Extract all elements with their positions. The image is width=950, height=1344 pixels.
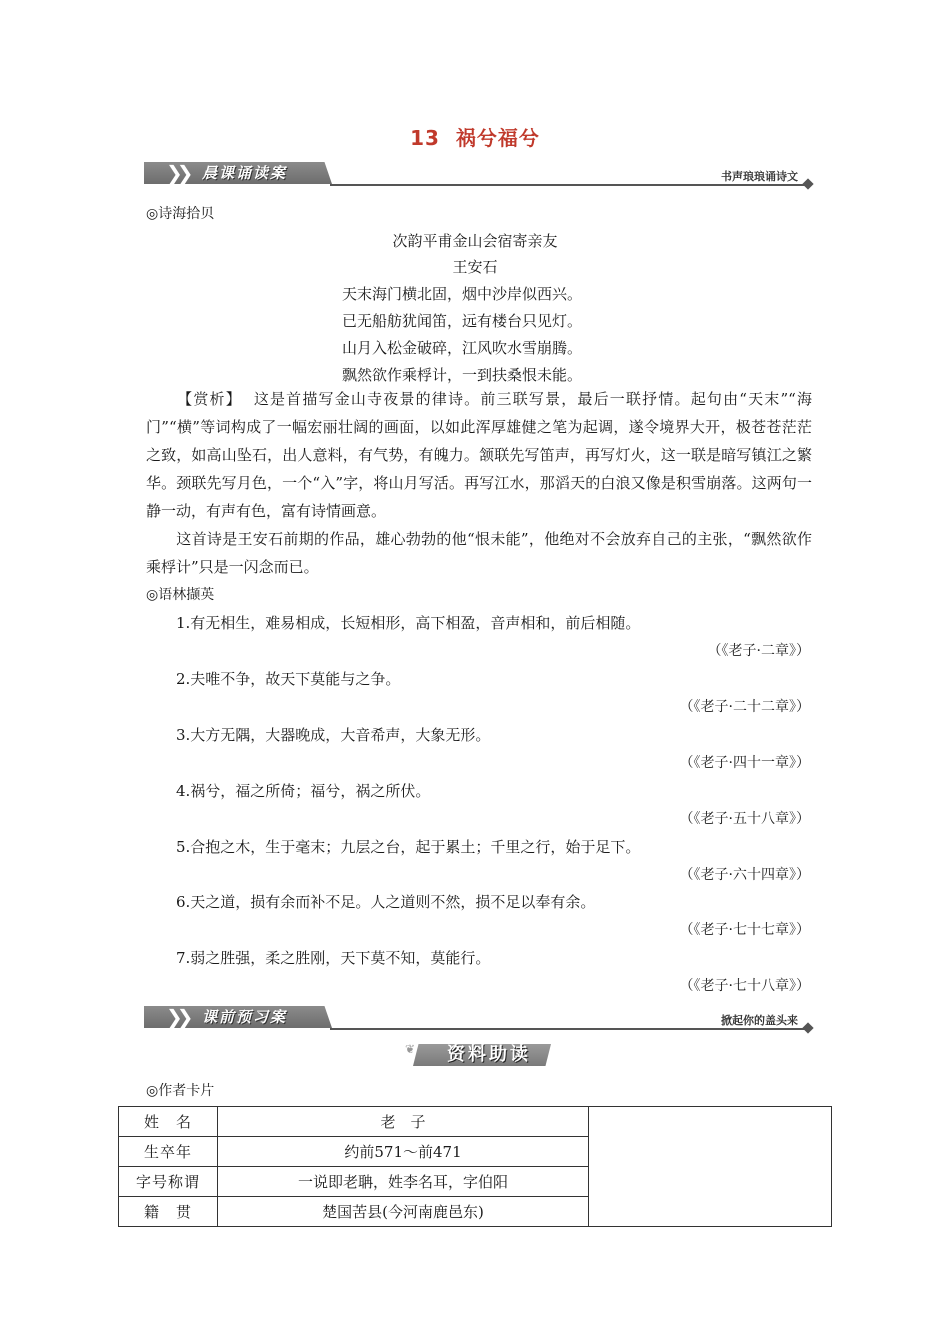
banner-rule [330,184,806,186]
quote-text: 1.有无相生，难易相成，长短相形，高下相盈，音声相和，前后相随。 [176,614,641,632]
table-row [119,1107,832,1137]
poem-line: 山月入松金破碎，江风吹水雪崩腾。 [342,339,583,357]
analysis-text: 这是首描写金山寺夜景的律诗。前三联写景，最后一联抒情。起句由“天末”“海门”“横”等词构成了一幅宏丽壮阔的画面，以如此浑厚雄健之笔为起调，遂令境界大开，极苍苍茫茫之致，如高山坠石，出人意料，有气势，有魄力。颔联先写笛声，再写灯火，这一联是暗写镇江之繁华。颈联先写月色，一个“入”字，将山月写活。再写江水，那滔天的白浪又像是积雪崩落。这两句一静一动，有声有色，富有诗情画意。 [146,390,812,520]
row-key: 姓 名 [119,1107,218,1137]
poem-line: 飘然欲作乘桴计，一到扶桑恨未能。 [342,366,583,384]
poem-line: 天末海门横北固，烟中沙岸似西兴。 [342,285,583,303]
analysis-text-2: 这首诗是王安石前期的作品，雄心勃勃的他“恨未能”，他绝对不会放弃自己的主张，“飘然欲作乘桴计”只是一闪念而已。 [146,530,812,576]
row-value: 楚国苦县(今河南鹿邑东) [218,1197,589,1227]
page-title [0,122,950,151]
poem-title: 次韵平甫金山会宿寄亲友 [392,232,558,250]
quote-source: （《老子·五十八章》） [679,811,810,827]
quote-text: 5.合抱之木，生于毫末；九层之台，起于累土；千里之行，始于足下。 [176,838,641,856]
section-banner-morning [144,160,812,190]
quote-text: 7.弱之胜强，柔之胜刚，天下莫不知，莫能行。 [176,949,491,967]
poem-line: 已无船舫犹闻笛，远有楼台只见灯。 [342,312,583,330]
poem-author: 王安石 [452,258,498,276]
analysis-label: 【赏析】 [176,390,242,408]
banner-tagline: 书声琅琅诵诗文 [721,170,798,183]
banner-label: 晨课诵读案 [202,164,288,182]
quote-text: 2.夫唯不争，故天下莫能与之争。 [176,670,401,688]
quote-text: 3.大方无隅，大器晚成，大音希声，大象无形。 [176,726,491,744]
section-banner-preview [144,1004,812,1034]
section-heading-quotes: ◎语林撷英 [146,587,215,603]
lesson-title: 祸兮福兮 [455,126,540,150]
row-value: 一说即老聃，姓李名耳，字伯阳 [218,1167,589,1197]
row-key: 生卒年 [119,1137,218,1167]
quote-source: （《老子·六十四章》） [679,867,810,883]
section-heading-poetry: ◎诗海拾贝 [146,206,215,222]
banner-rule [330,1028,806,1030]
lesson-number: 13 [410,126,440,150]
quote-source: （《老子·四十一章》） [679,755,810,771]
row-value: 老 子 [218,1107,589,1137]
banner-tagline: 掀起你的盖头来 [721,1014,798,1027]
diamond-icon [802,178,813,189]
row-key: 籍 贯 [119,1197,218,1227]
subsection-banner [405,1040,553,1070]
quote-source: （《老子·二十二章》） [679,699,810,715]
author-card-table [118,1106,832,1227]
leaf-icon: ❦ [405,1042,416,1056]
chevron-icon: ❯❯ [166,161,188,185]
section-heading-author: ◎作者卡片 [146,1083,215,1099]
subbanner-label: 资料助读 [447,1044,531,1065]
portrait-cell [589,1107,832,1227]
diamond-icon [802,1022,813,1033]
quote-source: （《老子·七十七章》） [679,922,810,938]
row-key: 字号称谓 [119,1167,218,1197]
analysis-paragraph [146,385,812,525]
analysis-paragraph-2 [146,525,812,581]
row-value: 约前571～前471 [218,1137,589,1167]
quote-source: （《老子·二章》） [707,643,810,659]
quote-text: 6.天之道，损有余而补不足。人之道则不然，损不足以奉有余。 [176,893,596,911]
quote-source: （《老子·七十八章》） [679,978,810,994]
chevron-icon: ❯❯ [166,1005,188,1029]
banner-label: 课前预习案 [202,1008,288,1026]
quote-text: 4.祸兮，福之所倚；福兮，祸之所伏。 [176,782,431,800]
